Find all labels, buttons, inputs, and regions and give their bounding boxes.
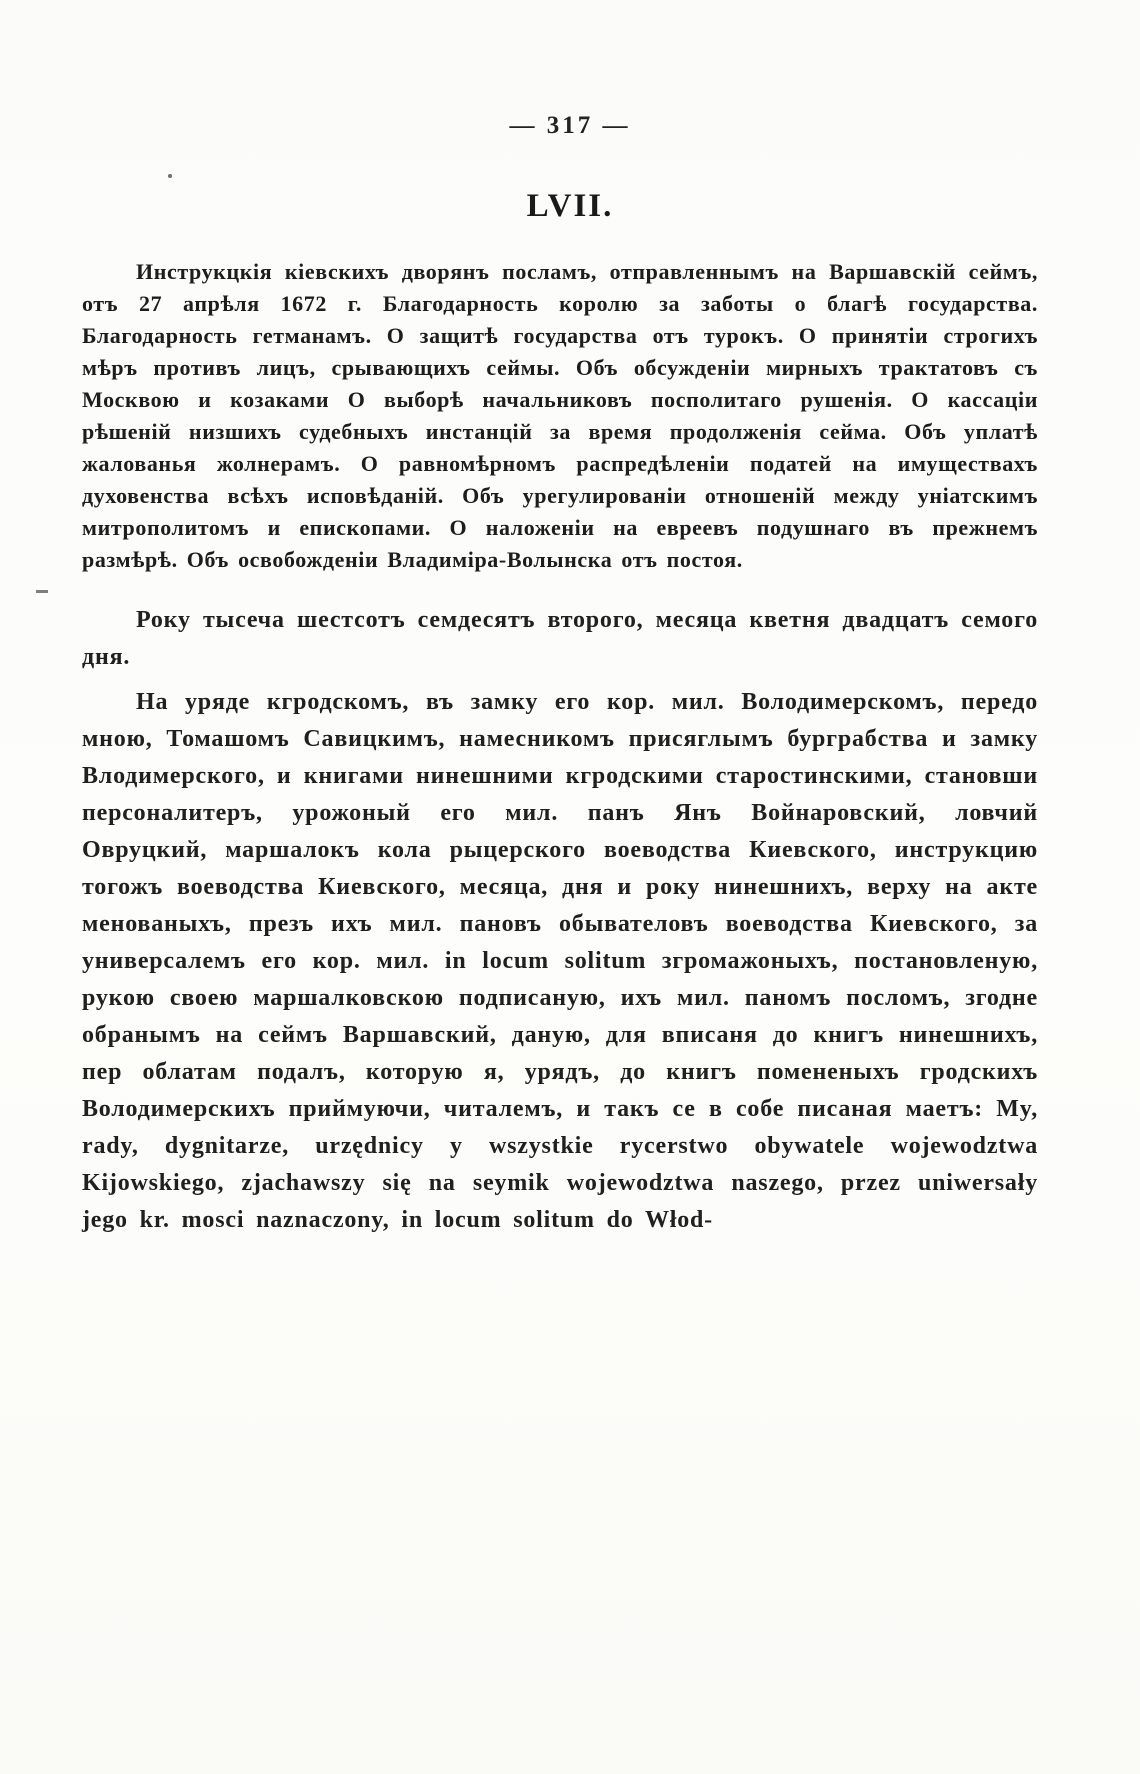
text-column	[82, 256, 1038, 1239]
scan-speck	[168, 174, 172, 178]
scan-mark	[36, 590, 48, 593]
body-paragraph: Року тысеча шестсотъ семдесятъ второго, месяца кветня двадцатъ семого дня.	[82, 607, 1038, 670]
page-number: — 317 —	[509, 112, 631, 139]
abstract-paragraph: Инструкцкія кіевскихъ дворянъ посламъ, отправленнымъ на Варшавскій сеймъ, отъ 27 апрѣля 1672 г. Благодарность королю за заботы о благѣ государства. Благодарность гетманамъ. О защитѣ государства отъ турокъ. О принятіи строгихъ мѣръ противъ лицъ, срывающихъ сеймы. Объ обсужденіи мирныхъ трактатовъ съ Москвою и козаками О выборѣ начальниковъ посполитаго рушенія. О кассаціи рѣшеній низшихъ судебныхъ инстанцій за время продолженія сейма. Объ уплатѣ жалованья жолнерамъ. О равномѣрномъ распредѣленіи податей на имуществахъ духовенства всѣхъ исповѣданій. Объ урегулированіи отношеній между уніатскимъ митрополитомъ и епископами. О наложеніи на евреевъ подушнаго въ прежнемъ размѣрѣ. Объ освобожденіи Владиміра-Волынска отъ постоя.	[82, 259, 1038, 572]
section-heading: LVII.	[526, 188, 614, 224]
body-paragraph: На уряде кгродскомъ, въ замку его кор. мил. Володимерскомъ, передо мною, Томашомъ Савицкимъ, намесникомъ присяглымъ бурграбства и замку Влодимерского, и книгами нинешними кгродскими старостинскими, становши персоналитеръ, урожоный его мил. панъ Янъ Войнаровский, ловчий Овруцкий, маршалокъ кола рыцерского воеводства Киевского, инструкцию тогожъ воеводства Киевского, месяца, дня и року нинешнихъ, верху на акте менованыхъ, презъ ихъ мил. пановъ обывателовъ воеводства Киевского, за универсалемъ его кор. мил. in locum solitum згромажоныхъ, постановленую, рукою своею маршалковскою подписаную, ихъ мил. паномъ посломъ, згодне обранымъ на сеймъ Варшавский, даную, для вписаня до книгъ нинешнихъ, пер облатам подалъ, которую я, урядъ, до книгъ помененыхъ гродскихъ Володимерскихъ приймуючи, читалемъ, и такъ се в собе писаная маетъ: My, rady, dygnitarze, urzędnicy y wszystkie rycerstwo obywatele wojewodztwa Kijowskiego, zjachawszy się na seymik wojewodztwa naszego, przez uniwersały jego kr. mosci naznaczony, in locum solitum do Włod-	[82, 689, 1038, 1233]
